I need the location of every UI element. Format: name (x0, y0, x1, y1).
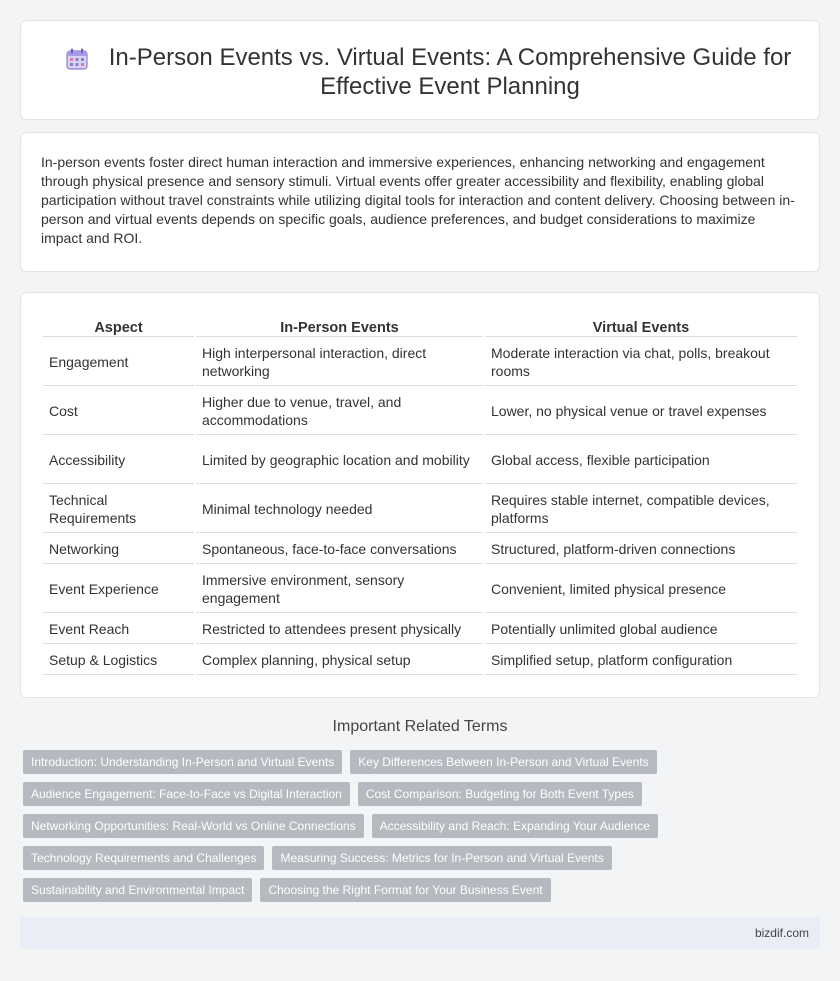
comparison-card (20, 292, 820, 698)
row-in-person: Minimal technology needed (196, 486, 483, 533)
table-row (43, 388, 797, 435)
row-in-person: Restricted to attendees present physically (196, 615, 483, 644)
related-term-tag[interactable]: Sustainability and Environmental Impact (23, 878, 252, 902)
header-virtual: Virtual Events (485, 317, 797, 337)
comparison-table (41, 315, 799, 677)
header-in-person: In-Person Events (196, 317, 483, 337)
row-in-person: Higher due to venue, travel, and accommodations (196, 388, 483, 435)
row-virtual: Structured, platform-driven connections (485, 535, 797, 564)
row-virtual: Convenient, limited physical presence (485, 566, 797, 613)
table-header-row (43, 317, 797, 337)
footer (20, 917, 820, 949)
row-aspect: Engagement (43, 339, 194, 386)
related-term-tag[interactable]: Technology Requirements and Challenges (23, 846, 264, 870)
row-virtual: Lower, no physical venue or travel expenses (485, 388, 797, 435)
row-virtual: Moderate interaction via chat, polls, breakout rooms (485, 339, 797, 386)
related-term-tag[interactable]: Choosing the Right Format for Your Business Event (260, 878, 550, 902)
row-in-person: Limited by geographic location and mobility (196, 437, 483, 484)
related-term-tag[interactable]: Accessibility and Reach: Expanding Your Audience (372, 814, 658, 838)
table-row (43, 486, 797, 533)
related-term-tag[interactable]: Introduction: Understanding In-Person and Virtual Events (23, 750, 342, 774)
row-aspect: Accessibility (43, 437, 194, 484)
row-in-person: Complex planning, physical setup (196, 646, 483, 675)
related-terms-heading: Important Related Terms (332, 718, 508, 735)
row-in-person: Spontaneous, face-to-face conversations (196, 535, 483, 564)
table-row (43, 437, 797, 484)
related-term-tag[interactable]: Measuring Success: Metrics for In-Person and Virtual Events (272, 846, 611, 870)
table-row (43, 566, 797, 613)
row-in-person: High interpersonal interaction, direct networking (196, 339, 483, 386)
row-aspect: Networking (43, 535, 194, 564)
row-in-person: Immersive environment, sensory engagement (196, 566, 483, 613)
row-aspect: Technical Requirements (43, 486, 194, 533)
row-aspect: Event Experience (43, 566, 194, 613)
table-row (43, 646, 797, 675)
row-aspect: Cost (43, 388, 194, 435)
intro-card (20, 132, 820, 272)
table-row (43, 339, 797, 386)
row-virtual: Global access, flexible participation (485, 437, 797, 484)
related-term-tag[interactable]: Networking Opportunities: Real-World vs Online Connections (23, 814, 364, 838)
related-term-tag[interactable]: Cost Comparison: Budgeting for Both Event Types (358, 782, 642, 806)
table-row (43, 535, 797, 564)
header-aspect: Aspect (43, 317, 194, 337)
table-row (43, 615, 797, 644)
row-aspect: Event Reach (43, 615, 194, 644)
row-aspect: Setup & Logistics (43, 646, 194, 675)
title-card (20, 20, 820, 120)
row-virtual: Requires stable internet, compatible devices, platforms (485, 486, 797, 533)
row-virtual: Simplified setup, platform configuration (485, 646, 797, 675)
related-term-tag[interactable]: Audience Engagement: Face-to-Face vs Digital Interaction (23, 782, 350, 806)
footer-site-link[interactable]: bizdif.com (754, 926, 809, 940)
page-title: In-Person Events vs. Virtual Events: A Comprehensive Guide for Effective Event Planning (108, 44, 792, 100)
row-virtual: Potentially unlimited global audience (485, 615, 797, 644)
related-terms-list (23, 750, 823, 910)
related-term-tag[interactable]: Key Differences Between In-Person and Virtual Events (350, 750, 656, 774)
intro-paragraph: In-person events foster direct human interaction and immersive experiences, enhancing networking and engagement through physical presence and sensory stimuli. Virtual events offer greater accessibility and flexibility, enabling global participation without travel constraints while utilizing digital tools for interaction and content delivery. Choosing between in-person and virtual events depends on specific goals, audience preferences, and budget considerations to maximize impact and ROI. (41, 154, 795, 246)
